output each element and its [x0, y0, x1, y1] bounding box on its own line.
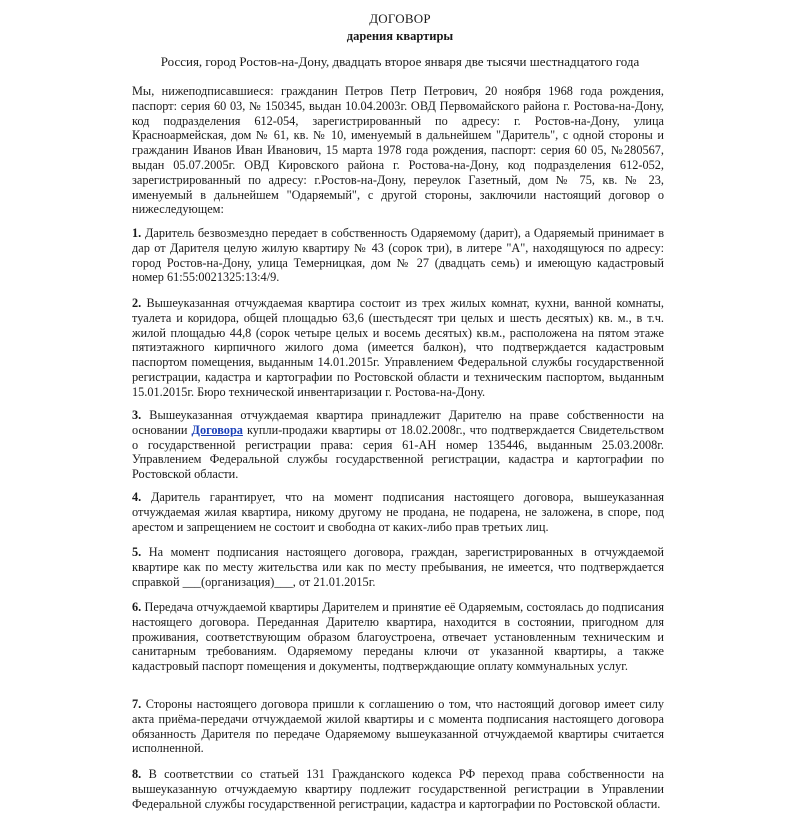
- clause-number: 3.: [132, 408, 142, 422]
- clause-1: [132, 226, 664, 285]
- clause-text: На момент подписания настоящего договора, граждан, зарегистрированных в отчуждаемой квартире как по месту жительства или как по месту пребывания, не имеется, что подтверждается справкой ___(организация)___, от 21.01.2015г.: [132, 545, 664, 589]
- clause-5: [132, 545, 664, 589]
- place-and-date: Россия, город Ростов-на-Дону, двадцать второе января две тысячи шестнадцатого года: [160, 54, 640, 69]
- contract-link[interactable]: Договора: [191, 422, 243, 437]
- clause-number: 5.: [132, 545, 142, 559]
- clause-3: [132, 408, 664, 482]
- clause-text: Даритель гарантирует, что на момент подписания настоящего договора, вышеуказанная отчуждаемая жилая квартира, никому другому не продана, не подарена, не заложена, в споре, под арестом и запрещением не состоит и свободна от каких-либо прав третьих лиц.: [132, 490, 664, 534]
- clause-text: В соответствии со статьей 131 Гражданского кодекса РФ переход права собственности на вышеуказанную отчуждаемую квартиру подлежит государственной регистрации в Управлении Федеральной службы государственной регистрации, кадастра и картографии по Ростовской области.: [132, 767, 664, 811]
- document-subtitle: дарения квартиры: [346, 29, 454, 43]
- preamble-paragraph: Мы, нижеподписавшиеся: гражданин Петров Петр Петрович, 20 ноября 1968 года рождения, паспорт: серия 60 03, № 150345, выдан 10.04.2003г. ОВД Первомайского района г. Ростова-на-Дону, код подразделения 612-054, зарегистрированный по адресу: г. Ростов-на-Дону, улица Красноармейская, дом № 61, кв. № 10, именуемый в дальнейшем "Даритель", с одной стороны и гражданин Иванов Иван Иванович, 15 марта 1978 года рождения, паспорт: серия 60 05, №280567, выдан 05.07.2005г. ОВД Кировского района г. Ростова-на-Дону, код подразделения 612-052, зарегистрированный по адресу: г.Ростов-на-Дону, переулок Газетный, дом № 75, кв. № 23, именуемый в дальнейшем "Одаряемый", с другой стороны, заключили настоящий договор о нижеследующем:: [132, 84, 664, 217]
- clause-number: 8.: [132, 767, 142, 781]
- clause-number: 7.: [132, 697, 142, 711]
- clause-6: [132, 600, 664, 674]
- clause-4: [132, 490, 664, 534]
- clause-number: 6.: [132, 600, 142, 614]
- clause-text: Даритель безвозмездно передает в собственность Одаряемому (дарит), а Одаряемый принимает в дар от Дарителя целую жилую квартиру № 43 (сорок три), в литере "А", находящуюся по адресу: город Ростов-на-Дону, улица Темерницкая, дом № 27 (двадцать семь) и имеющую кадастровый номер 61:55:0021325:13:4/9.: [132, 226, 665, 285]
- clause-8: [132, 767, 664, 811]
- clause-text: Передача отчуждаемой квартиры Дарителем и принятие её Одаряемым, состоялась до подписания настоящего договора. Переданная Дарителю квартира, находится в состоянии, пригодном для проживания, соответствующим образом благоустроена, отвечает установленным техническим и санитарным требованиям. Одаряемому переданы ключи от указанной квартиры, а также кадастровый паспорт помещения и документы, подтверждающие оплату коммунальных услуг.: [132, 600, 664, 674]
- clause-text: Вышеуказанная отчуждаемая квартира состоит из трех жилых комнат, кухни, ванной комнаты, туалета и коридора, общей площадью 63,6 (шестьдесят три целых и шесть десятых) кв. м., в т.ч. жилой площадью 44,8 (сорок четыре целых и восемь десятых) кв.м., расположена на пятом этаже пятиэтажного кирпичного жилого дома (имеется балкон), что подтверждается кадастровым паспортом помещения, выданным 14.01.2015г. Управлением Федеральной службы государственной регистрации, кадастра и картографии по Ростовской области и техническим паспортом, выданным 15.01.2015г. Бюро технической инвентаризации г. Ростова-на-Дону.: [132, 296, 665, 399]
- clause-text-before: Вышеуказанная отчуждаемая квартира принадлежит Дарителю на праве собственности на основании: [132, 408, 664, 437]
- clause-text-after: купли-продажи квартиры от 18.02.2008г., что подтверждается Свидетельством о государственной регистрации права: серия 61-АН номер 135446, выданным 25.03.2008г. Управлением Федеральной службы государственной регистрации, кадастра и картографии по Ростовской области.: [132, 422, 664, 482]
- clause-2: [132, 296, 664, 400]
- clause-number: 1.: [132, 226, 142, 240]
- clause-text: Стороны настоящего договора пришли к соглашению о том, что настоящий договор имеет силу акта приёма-передачи отчуждаемой жилой квартиры и с момента подписания настоящего договора обязанность Дарителя по передаче Одаряемому вышеуказанной отчуждаемой квартиры считается исполненной.: [132, 697, 665, 756]
- clause-number: 4.: [132, 490, 142, 504]
- clause-number: 2.: [132, 296, 142, 310]
- clause-7: [132, 697, 664, 756]
- document-title: ДОГОВОР: [369, 11, 431, 26]
